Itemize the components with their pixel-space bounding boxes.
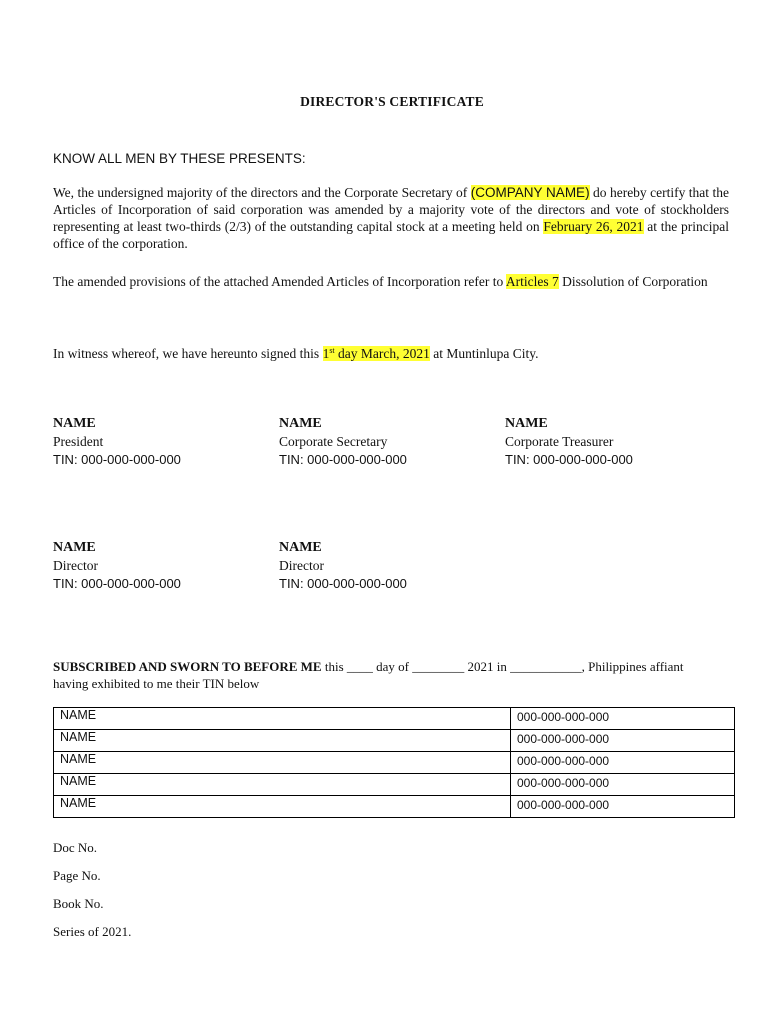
table-cell-name: NAME [54, 730, 511, 752]
company-name-placeholder: (COMPANY NAME) [470, 185, 590, 200]
paragraph-amendment [53, 273, 729, 290]
signatory-role: Corporate Secretary [279, 434, 388, 449]
signatory-block [279, 415, 407, 469]
signatory-role: Director [53, 558, 98, 573]
signing-day-number: 1 [322, 346, 330, 361]
signing-month-year: day March, 2021 [334, 346, 430, 361]
paragraph-certification [53, 184, 729, 252]
signatory-role: Corporate Treasurer [505, 434, 614, 449]
signatory-name: NAME [53, 416, 96, 431]
series-label: Series of 2021. [53, 924, 132, 939]
signatory-name: NAME [53, 540, 96, 555]
signatory-tin: TIN: 000-000-000-000 [53, 452, 181, 467]
signatory-name: NAME [279, 540, 322, 555]
signatory-block [53, 539, 181, 593]
table-cell-name: NAME [54, 752, 511, 774]
table-row [54, 708, 735, 730]
table-cell-name: NAME [54, 796, 511, 818]
jurat-line-2: having exhibited to me their TIN below [53, 676, 260, 691]
table-cell-name: NAME [54, 774, 511, 796]
para2-text-2: Dissolution of Corporation [558, 274, 708, 289]
signatory-tin: TIN: 000-000-000-000 [279, 576, 407, 591]
para1-text-1: We, the undersigned majority of the directors and the Corporate Secretary of [53, 185, 471, 200]
table-row [54, 752, 735, 774]
signing-day-suffix: st [329, 346, 335, 355]
book-number-label: Book No. [53, 896, 104, 911]
signatory-block [505, 415, 633, 469]
intro-line: KNOW ALL MEN BY THESE PRESENTS: [53, 151, 306, 166]
doc-number-label: Doc No. [53, 840, 98, 855]
page-number-label: Page No. [53, 868, 101, 883]
signatory-block [279, 539, 407, 593]
table-row [54, 796, 735, 818]
article-reference: Articles 7 [505, 274, 559, 289]
table-cell-name: NAME [54, 708, 511, 730]
table-cell-tin: 000-000-000-000 [511, 708, 735, 730]
table-cell-tin: 000-000-000-000 [511, 752, 735, 774]
signing-date [323, 346, 430, 361]
document-title: DIRECTOR'S CERTIFICATE [300, 94, 484, 109]
signatory-name: NAME [279, 416, 322, 431]
para1-text-3: at the principal office of the corporation. [53, 219, 730, 251]
jurat-statement [53, 658, 729, 692]
signatory-role: President [53, 434, 104, 449]
jurat-text: this ____ day of ________ 2021 in ___________, Philippines affiant [321, 659, 684, 674]
meeting-date: February 26, 2021 [543, 219, 644, 234]
table-cell-tin: 000-000-000-000 [511, 774, 735, 796]
table-row [54, 730, 735, 752]
table-cell-tin: 000-000-000-000 [511, 796, 735, 818]
signatory-name: NAME [505, 416, 548, 431]
witness-text-2: at Muntinlupa City. [429, 346, 539, 361]
para2-text-1: The amended provisions of the attached Amended Articles of Incorporation refer to [53, 274, 506, 289]
jurat-heading: SUBSCRIBED AND SWORN TO BEFORE ME [53, 659, 322, 674]
signatory-block [53, 415, 181, 469]
signatory-role: Director [279, 558, 324, 573]
tin-table [53, 707, 735, 818]
witness-text-1: In witness whereof, we have hereunto signed this [53, 346, 323, 361]
signatory-tin: TIN: 000-000-000-000 [279, 452, 407, 467]
signatory-tin: TIN: 000-000-000-000 [53, 576, 181, 591]
para1-text-2: do hereby certify that the Articles of Incorporation of said corporation was amended by a majority vote of the directors and vote of stockholders representing at least two-thirds (2/3) of the outstanding capital stock at a meeting held on [53, 185, 729, 234]
witness-line [53, 345, 729, 362]
signatory-tin: TIN: 000-000-000-000 [505, 452, 633, 467]
table-row [54, 774, 735, 796]
table-cell-tin: 000-000-000-000 [511, 730, 735, 752]
